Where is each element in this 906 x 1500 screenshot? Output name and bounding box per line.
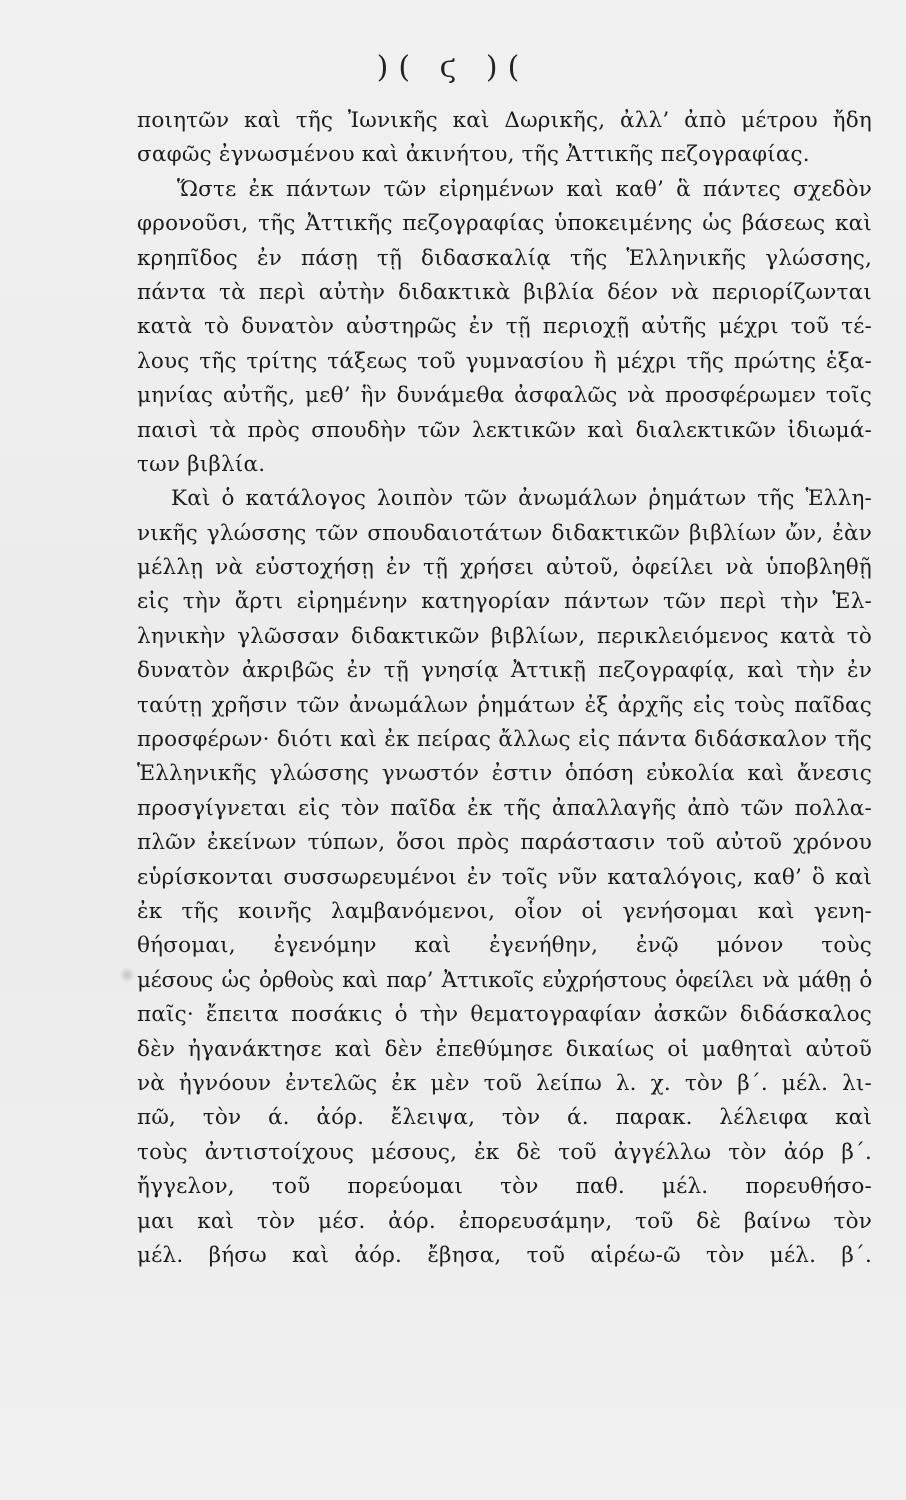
text-line: Ὥστε ἐκ πάντων τῶν εἰρημένων καὶ καθ’ ἃ πάντες σχεδὸν xyxy=(177,176,872,202)
text-line: ἐκ τῆς κοινῆς λαμβανόμενοι, οἷον οἱ γενήσομαι καὶ γενη- xyxy=(137,898,872,924)
text-line: τοὺς ἀντιστοίχους μέσους, ἐκ δὲ τοῦ ἀγγέλλω τὸν ἀόρ β΄. xyxy=(137,1139,872,1165)
text-line: Καὶ ὁ κατάλογος λοιπὸν τῶν ἀνωμάλων ῥημάτων τῆς Ἑλλη- xyxy=(171,486,872,512)
text-line: ταύτῃ χρῆσιν τῶν ἀνωμάλων ῥημάτων ἐξ ἀρχῆς εἰς τοὺς παῖδας xyxy=(137,692,872,718)
text-line: νὰ ἠγνόουν ἐντελῶς ἐκ μὲν τοῦ λείπω λ. χ. τὸν β΄. μέλ. λι- xyxy=(137,1070,872,1096)
text-line: θήσομαι, ἐγενόμην καὶ ἐγενήθην, ἐνῷ μόνον τοὺς xyxy=(137,933,872,959)
text-line: νικῆς γλώσσης τῶν σπουδαιοτάτων διδακτικῶν βιβλίων ὤν, ἐὰν xyxy=(137,520,872,546)
text-line: μέσους ὡς ὀρθοὺς καὶ παρ’ Ἀττικοῖς εὐχρήστους ὀφείλει νὰ μάθῃ ὁ xyxy=(137,967,872,993)
text-line: πῶ, τὸν ά. ἀόρ. ἔλειψα, τὸν ά. παρακ. λέλειφα καὶ xyxy=(137,1105,872,1131)
text-line: εἰς τὴν ἄρτι εἰρημένην κατηγορίαν πάντων τῶν περὶ τὴν Ἑλ- xyxy=(137,589,872,615)
text-line: ἤγγελον, τοῦ πορεύομαι τὸν παθ. μέλ. πορευθήσο- xyxy=(137,1174,872,1200)
text-line: δὲν ἠγανάκτησε καὶ δὲν ἐπεθύμησε δικαίως οἱ μαθηταὶ αὐτοῦ xyxy=(137,1036,872,1062)
text-line: λους τῆς τρίτης τάξεως τοῦ γυμνασίου ἢ μέχρι τῆς πρώτης ἑξα- xyxy=(137,348,872,374)
body-text xyxy=(137,104,872,1273)
text-line: μέλ. βήσω καὶ ἀόρ. ἔβησα, τοῦ αἱρέω-ῶ τὸν μέλ. β΄. xyxy=(137,1242,872,1268)
text-line: Ἑλληνικῆς γλώσσης γνωστόν ἐστιν ὁπόση εὐκολία καὶ ἄνεσις xyxy=(137,761,872,787)
ink-smudge xyxy=(120,966,134,984)
text-line: φρονοῦσι, τῆς Ἀττικῆς πεζογραφίας ὑποκειμένης ὡς βάσεως καὶ xyxy=(137,211,872,237)
text-line: πάντα τὰ περὶ αὐτὴν διδακτικὰ βιβλία δέον νὰ περιορίζωνται xyxy=(137,279,872,305)
text-line: σαφῶς ἐγνωσμένου καὶ ἀκινήτου, τῆς Ἀττικῆς πεζογραφίας. xyxy=(137,142,810,168)
text-line: προσγίγνεται εἰς τὸν παῖδα ἐκ τῆς ἀπαλλαγῆς ἀπὸ τῶν πολλα- xyxy=(137,795,872,821)
text-line: κατὰ τὸ δυνατὸν αὐστηρῶς ἐν τῇ περιοχῇ αὐτῆς μέχρι τοῦ τέ- xyxy=(137,314,872,340)
text-line: των βιβλία. xyxy=(137,451,266,477)
text-line: κρηπῖδος ἐν πάσῃ τῇ διδασκαλίᾳ τῆς Ἑλληνικῆς γλώσσης, xyxy=(137,245,872,271)
text-line: μέλλῃ νὰ εὐστοχήσῃ ἐν τῇ χρήσει αὐτοῦ, ὀφείλει νὰ ὑποβληθῇ xyxy=(137,555,872,581)
text-line: ληνικὴν γλῶσσαν διδακτικῶν βιβλίων, περικλειόμενος κατὰ τὸ xyxy=(137,623,872,649)
page-number-marker: )( ϛ )( xyxy=(376,50,530,85)
text-line: δυνατὸν ἀκριβῶς ἐν τῇ γνησίᾳ Ἀττικῇ πεζογραφίᾳ, καὶ τὴν ἐν xyxy=(137,658,872,684)
text-line: μαι καὶ τὸν μέσ. ἀόρ. ἐπορευσάμην, τοῦ δὲ βαίνω τὸν xyxy=(137,1208,872,1234)
text-line: εὑρίσκονται συσσωρευμένοι ἐν τοῖς νῦν καταλόγοις, καθ’ ὃ καὶ xyxy=(137,864,872,890)
text-line: μηνίας αὐτῆς, μεθ’ ἣν δυνάμεθα ἀσφαλῶς νὰ προσφέρωμεν τοῖς xyxy=(137,383,872,409)
text-line: παισὶ τὰ πρὸς σπουδὴν τῶν λεκτικῶν καὶ διαλεκτικῶν ἰδιωμά- xyxy=(137,417,872,443)
text-line: προσφέρων· διότι καὶ ἐκ πείρας ἄλλως εἰς πάντα διδάσκαλον τῆς xyxy=(137,727,872,753)
text-line: ποιητῶν καὶ τῆς Ἰωνικῆς καὶ Δωρικῆς, ἀλλ’ ἀπὸ μέτρου ἤδη xyxy=(137,108,872,133)
text-line: πλῶν ἐκείνων τύπων, ὅσοι πρὸς παράστασιν τοῦ αὐτοῦ χρόνου xyxy=(137,830,872,856)
text-line: παῖς· ἔπειτα ποσάκις ὁ τὴν θεματογραφίαν ἀσκῶν διδάσκαλος xyxy=(137,1002,872,1028)
